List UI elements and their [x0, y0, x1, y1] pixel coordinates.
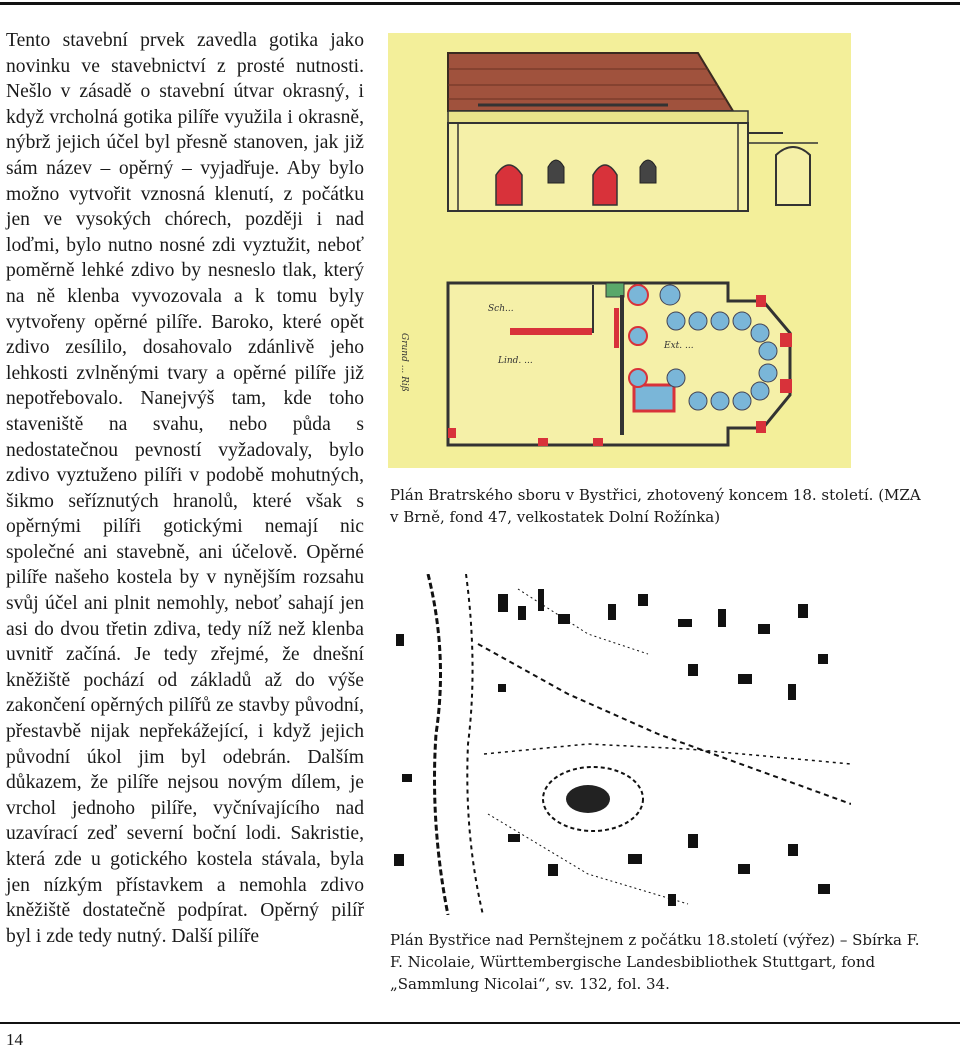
figure1-caption: Plán Bratrského sboru v Bystřici, zhotovený koncem 18. století. (MZA v Brně, fond 47, velkostatek Dolní Rožínka)	[390, 486, 921, 526]
svg-text:Lind. ...: Lind. ...	[498, 356, 533, 366]
figure2-caption: Plán Bystřice nad Pernštejnem z počátku 18.století (výřez) – Sbírka F. F. Nicolaie, Württembergische Landesbibliothek Stuttgart, fond „Sammlung Nicolai“, sv. 132, fol. 34.	[390, 931, 920, 993]
svg-text:Sch...: Sch...	[488, 304, 514, 314]
top-rule	[0, 2, 960, 5]
svg-text:Ext. ...: Ext. ...	[664, 341, 694, 351]
town-map-illustration	[388, 574, 851, 915]
body-text: Tento stavební prvek zavedla gotika jako novinku ve stavebnictví z prosté nutnosti. Nešlo v zásadě o stavební útvar okrasný, i když vrcholná gotika pilíře využila i okrasně, nýbrž jejich účel byl přesně stanoven, jak již sám název – opěrný – vyjadřuje. Aby bylo možno vytvořit vznosná klenutí, z počátku jen ve vysokých chórech, později i nad loďmi, bylo nutno nosné zdi vyztužit, neboť poměrně lehké zdivo by nesneslo tlak, který na ně klenba vyvozovala a k tomu byly vytvořeny opěrné pilíře. Baroko, které opět zdivo zesílilo, dosahovalo zdánlivě jeho lehkosti zvlněnými tvary a opěrné pilíře již nepotřebovalo. Nanejvýš tam, kde toho staveniště na svahu, nebo půda s nedostatečnou pevností vyžadovaly, bylo zdivo vyztuženo pilíři v podobě mohutných, šikmo seříznutých hranolů, které však s opěrnými pilíři gotickými nemají nic společné ani stavebně, ani účelově. Opěrné pilíře našeho kostela by v nynějším rozsahu svůj účel ani plnit nemohly, neboť sahají jen asi do dvou třetin zdiva, tedy níž než klenba uvnitř začíná. Je tedy zřejmé, že dnešní kněžiště pochází od základů až do výše zakončení opěrných pilířů ze stavby původní, přestavbě nijak nepřekážející, i když jejich původní úkol jim byl odebrán. Dalším důkazem, že pilíře nejsou novým dílem, je vrchol jednoho pilíře, vyčnívajícího nad uzavírací zeď severní boční lodi. Sakristie, která zde u gotického kostela stávala, byla jen nízkým přístavkem a nemohla zdivo kněžiště dostatečně podpírat. Opěrný pilíř byl i zde tedy nutný. Další pilíře	[6, 30, 364, 947]
svg-text:Grund ... Riß: Grund ... Riß	[399, 333, 409, 392]
church-plan-illustration	[388, 33, 851, 468]
town-map-figure	[388, 574, 851, 915]
church-plan-figure	[388, 33, 851, 468]
page-number: 14	[6, 1030, 23, 1049]
bottom-rule	[0, 1022, 960, 1024]
